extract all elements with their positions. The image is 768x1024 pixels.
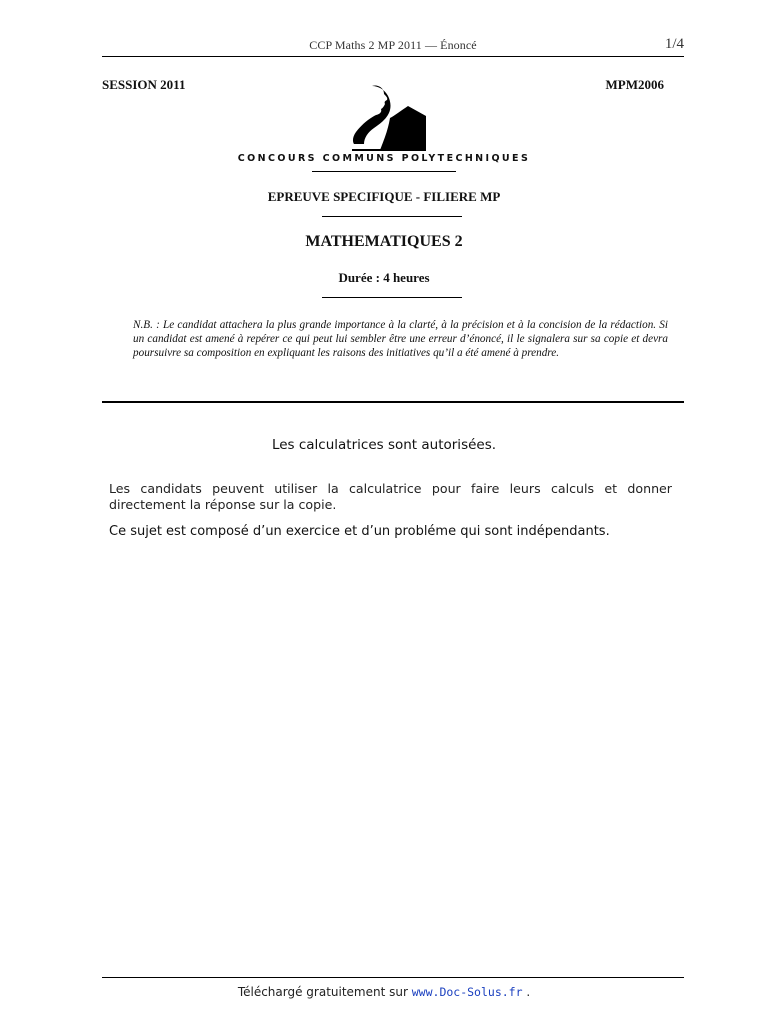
- exam-track: EPREUVE SPECIFIQUE - FILIERE MP: [267, 189, 501, 204]
- nb-note: N.B. : Le candidat attachera la plus grande importance à la clarté, à la précision et à la concision de la rédaction. Si un candidat est amené à repérer ce qui peut lui sembler être une erreur d’énoncé, il le signalera sur sa copie et devra poursuivre sa composition en expliquant les raisons des initiatives qu’il a été amené à prendre.: [133, 319, 668, 359]
- subject-composition-paragraph: Ce sujet est composé d’un exercice et d’un probléme qui sont indépendants.: [109, 524, 610, 539]
- footer-suffix: .: [522, 985, 531, 999]
- footer-prefix: Téléchargé gratuitement sur: [237, 985, 412, 999]
- doc-solus-link[interactable]: www.Doc-Solus.fr: [411, 985, 523, 999]
- footer: [0, 985, 768, 999]
- page-number: 1/4: [664, 36, 684, 52]
- ccp-profile-logo-icon: [350, 84, 430, 154]
- organization-name: CONCOURS COMMUNS POLYTECHNIQUES: [237, 153, 531, 164]
- session-label: SESSION 2011: [102, 77, 186, 92]
- duration: Durée : 4 heures: [338, 270, 430, 285]
- organization-underline: [312, 171, 456, 172]
- instructions-paragraph: Les candidats peuvent utiliser la calculatrice pour faire leurs calculs et donner directement la réponse sur la copie.: [109, 481, 672, 512]
- section-divider: [102, 401, 684, 403]
- exam-code: MPM2006: [605, 77, 664, 92]
- divider-short: [322, 216, 462, 217]
- divider-short: [322, 297, 462, 298]
- running-title: CCP Maths 2 MP 2011 — Énoncé: [309, 38, 477, 52]
- subject-title: MATHEMATIQUES 2: [305, 233, 463, 250]
- running-header: [102, 38, 684, 57]
- calculator-notice: Les calculatrices sont autorisées.: [271, 437, 497, 453]
- footer-divider: [102, 977, 684, 978]
